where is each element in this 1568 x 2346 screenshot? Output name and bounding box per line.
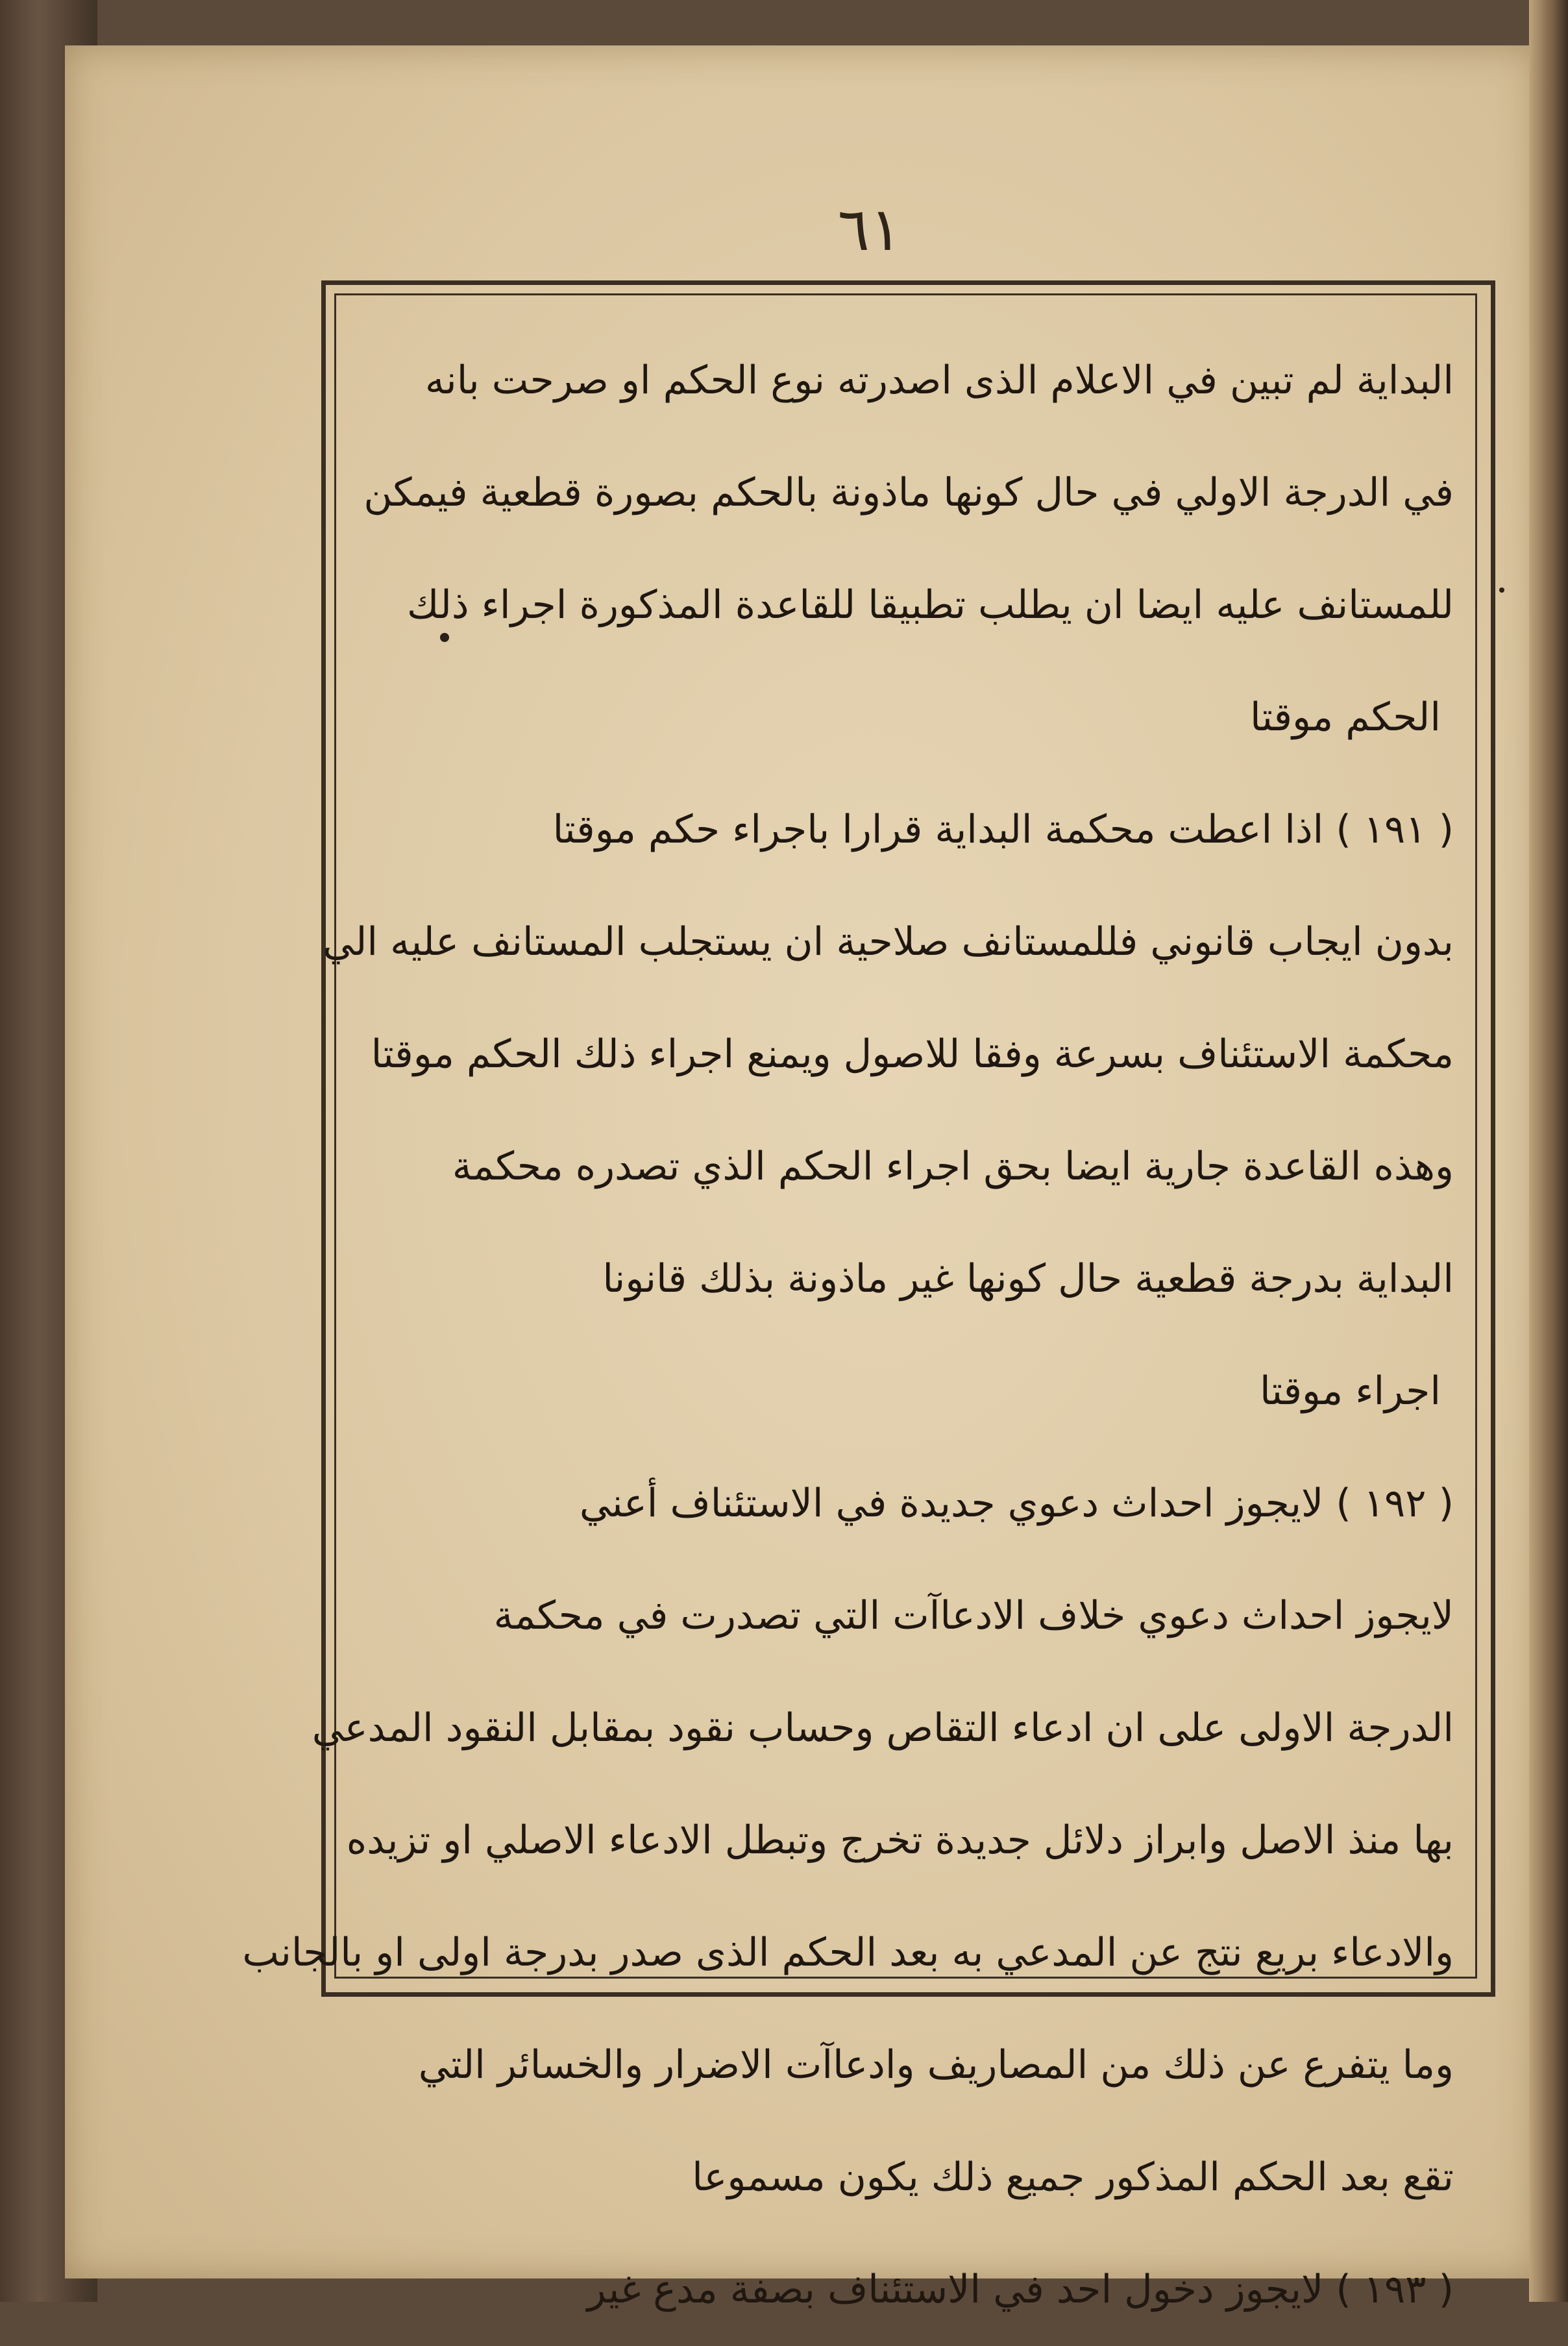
article-193-heading: ( ١٩٣ ) لايجوز دخول احد في الاستئناف بصفة مدع غير [587, 2267, 1454, 2312]
text-line: لايجوز احداث دعوي خلاف الادعاآت التي تصدرت في محكمة [493, 1593, 1454, 1638]
text-line: البداية بدرجة قطعية حال كونها غير ماذونة بذلك قانونا [602, 1256, 1454, 1302]
article-192-heading: ( ١٩٢ ) لايجوز احداث دعوي جديدة في الاستئناف أعني [579, 1481, 1454, 1526]
text-line: الحكم موقتا [1249, 695, 1441, 740]
arabic-text-block [242, 325, 1454, 2346]
text-line: وهذه القاعدة جارية ايضا بحق اجراء الحكم الذي تصدره محكمة [452, 1144, 1454, 1189]
text-line: للمستانف عليه ايضا ان يطلب تطبيقا للقاعدة المذكورة اجراء ذلك [407, 582, 1454, 628]
text-line: البداية لم تبين في الاعلام الذى اصدرته نوع الحكم او صرحت بانه [424, 358, 1454, 403]
facing-page-edge [1529, 0, 1568, 2302]
text-line: بها منذ الاصل وابراز دلائل جديدة تخرج وتبطل الادعاء الاصلي او تزيده [346, 1818, 1454, 1863]
text-line: اجراء موقتا [1259, 1368, 1441, 1414]
page-number: ٦١ [837, 195, 902, 264]
text-line: تقع بعد الحكم المذكور جميع ذلك يكون مسموعا [692, 2155, 1454, 2200]
text-line: بدون ايجاب قانوني فللمستانف صلاحية ان يستجلب المستانف عليه الي [323, 919, 1454, 965]
text-line: وما يتفرع عن ذلك من المصاريف وادعاآت الاضرار والخسائر التي [418, 2042, 1454, 2088]
ink-spot [1499, 587, 1504, 593]
article-191-heading: ( ١٩١ ) اذا اعطت محكمة البداية قرارا باجراء حكم موقتا [552, 807, 1454, 852]
text-line: محكمة الاستئناف بسرعة وفقا للاصول ويمنع اجراء ذلك الحكم موقتا [371, 1031, 1454, 1077]
text-line: في الدرجة الاولي في حال كونها ماذونة بالحكم بصورة قطعية فيمكن [363, 470, 1454, 515]
text-line: والادعاء بريع نتج عن المدعي به بعد الحكم الذى صدر بدرجة اولى او بالجانب [242, 1930, 1454, 1975]
text-line: الدرجة الاولى على ان ادعاء التقاص وحساب نقود بمقابل النقود المدعي [312, 1705, 1454, 1751]
